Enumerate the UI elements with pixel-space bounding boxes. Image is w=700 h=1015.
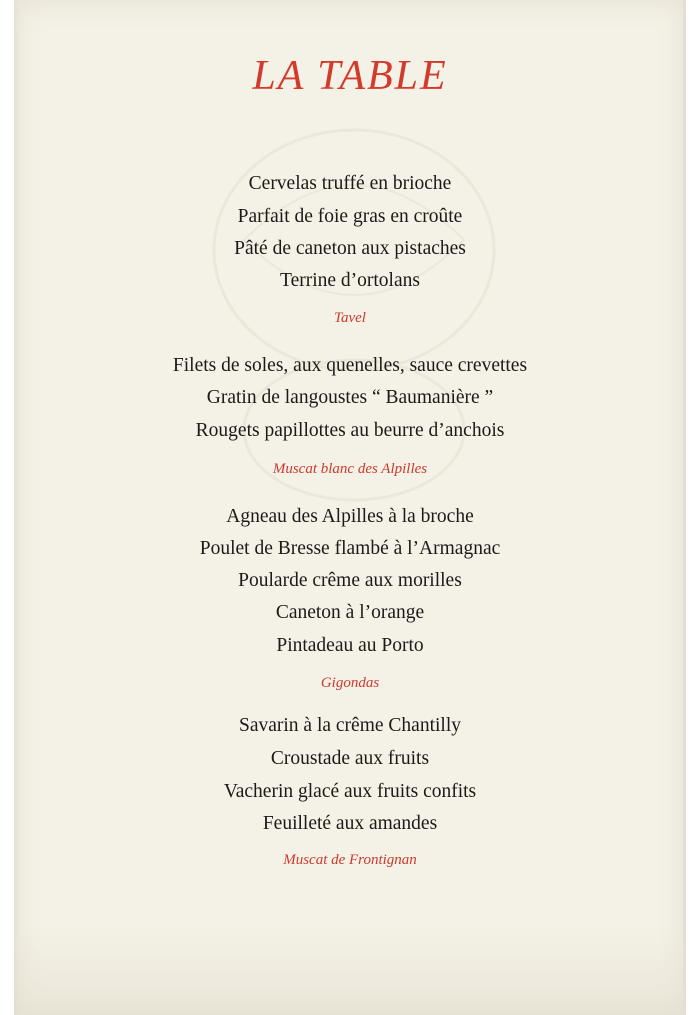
- dish-item: Parfait de foie gras en croûte: [237, 206, 463, 227]
- wine-pairing: Gigondas: [320, 675, 380, 691]
- dish-item: Caneton à l’orange: [275, 602, 425, 623]
- paper-fold-shadow: [14, 925, 686, 1015]
- dish-item: Terrine d’ortolans: [280, 270, 420, 291]
- dish-item: Vacherin glacé aux fruits confits: [223, 781, 477, 802]
- dish-item: Poularde crême aux morilles: [238, 570, 462, 591]
- paper-edge: [683, 0, 686, 1015]
- dish-item: Feuilleté aux amandes: [262, 813, 438, 834]
- dish-item: Savarin à la crême Chantilly: [238, 715, 461, 736]
- dish-item: Agneau des Alpilles à la broche: [226, 506, 474, 527]
- dish-item: Poulet de Bresse flambé à l’Armagnac: [199, 538, 501, 559]
- menu-title: LA TABLE: [252, 53, 448, 99]
- dish-item: Filets de soles, aux quenelles, sauce crevettes: [172, 355, 528, 376]
- wine-pairing: Muscat blanc des Alpilles: [272, 461, 428, 477]
- dish-item: Gratin de langoustes “ Baumanière ”: [206, 387, 494, 408]
- dish-item: Rougets papillottes au beurre d’anchois: [195, 420, 505, 441]
- dish-item: Croustade aux fruits: [270, 748, 430, 769]
- dish-item: Pâté de caneton aux pistaches: [234, 238, 466, 259]
- dish-item: Pintadeau au Porto: [276, 635, 424, 656]
- menu-page: [14, 0, 686, 1015]
- dish-item: Cervelas truffé en brioche: [248, 173, 452, 194]
- wine-pairing: Muscat de Frontignan: [283, 852, 417, 868]
- wine-pairing: Tavel: [334, 310, 366, 326]
